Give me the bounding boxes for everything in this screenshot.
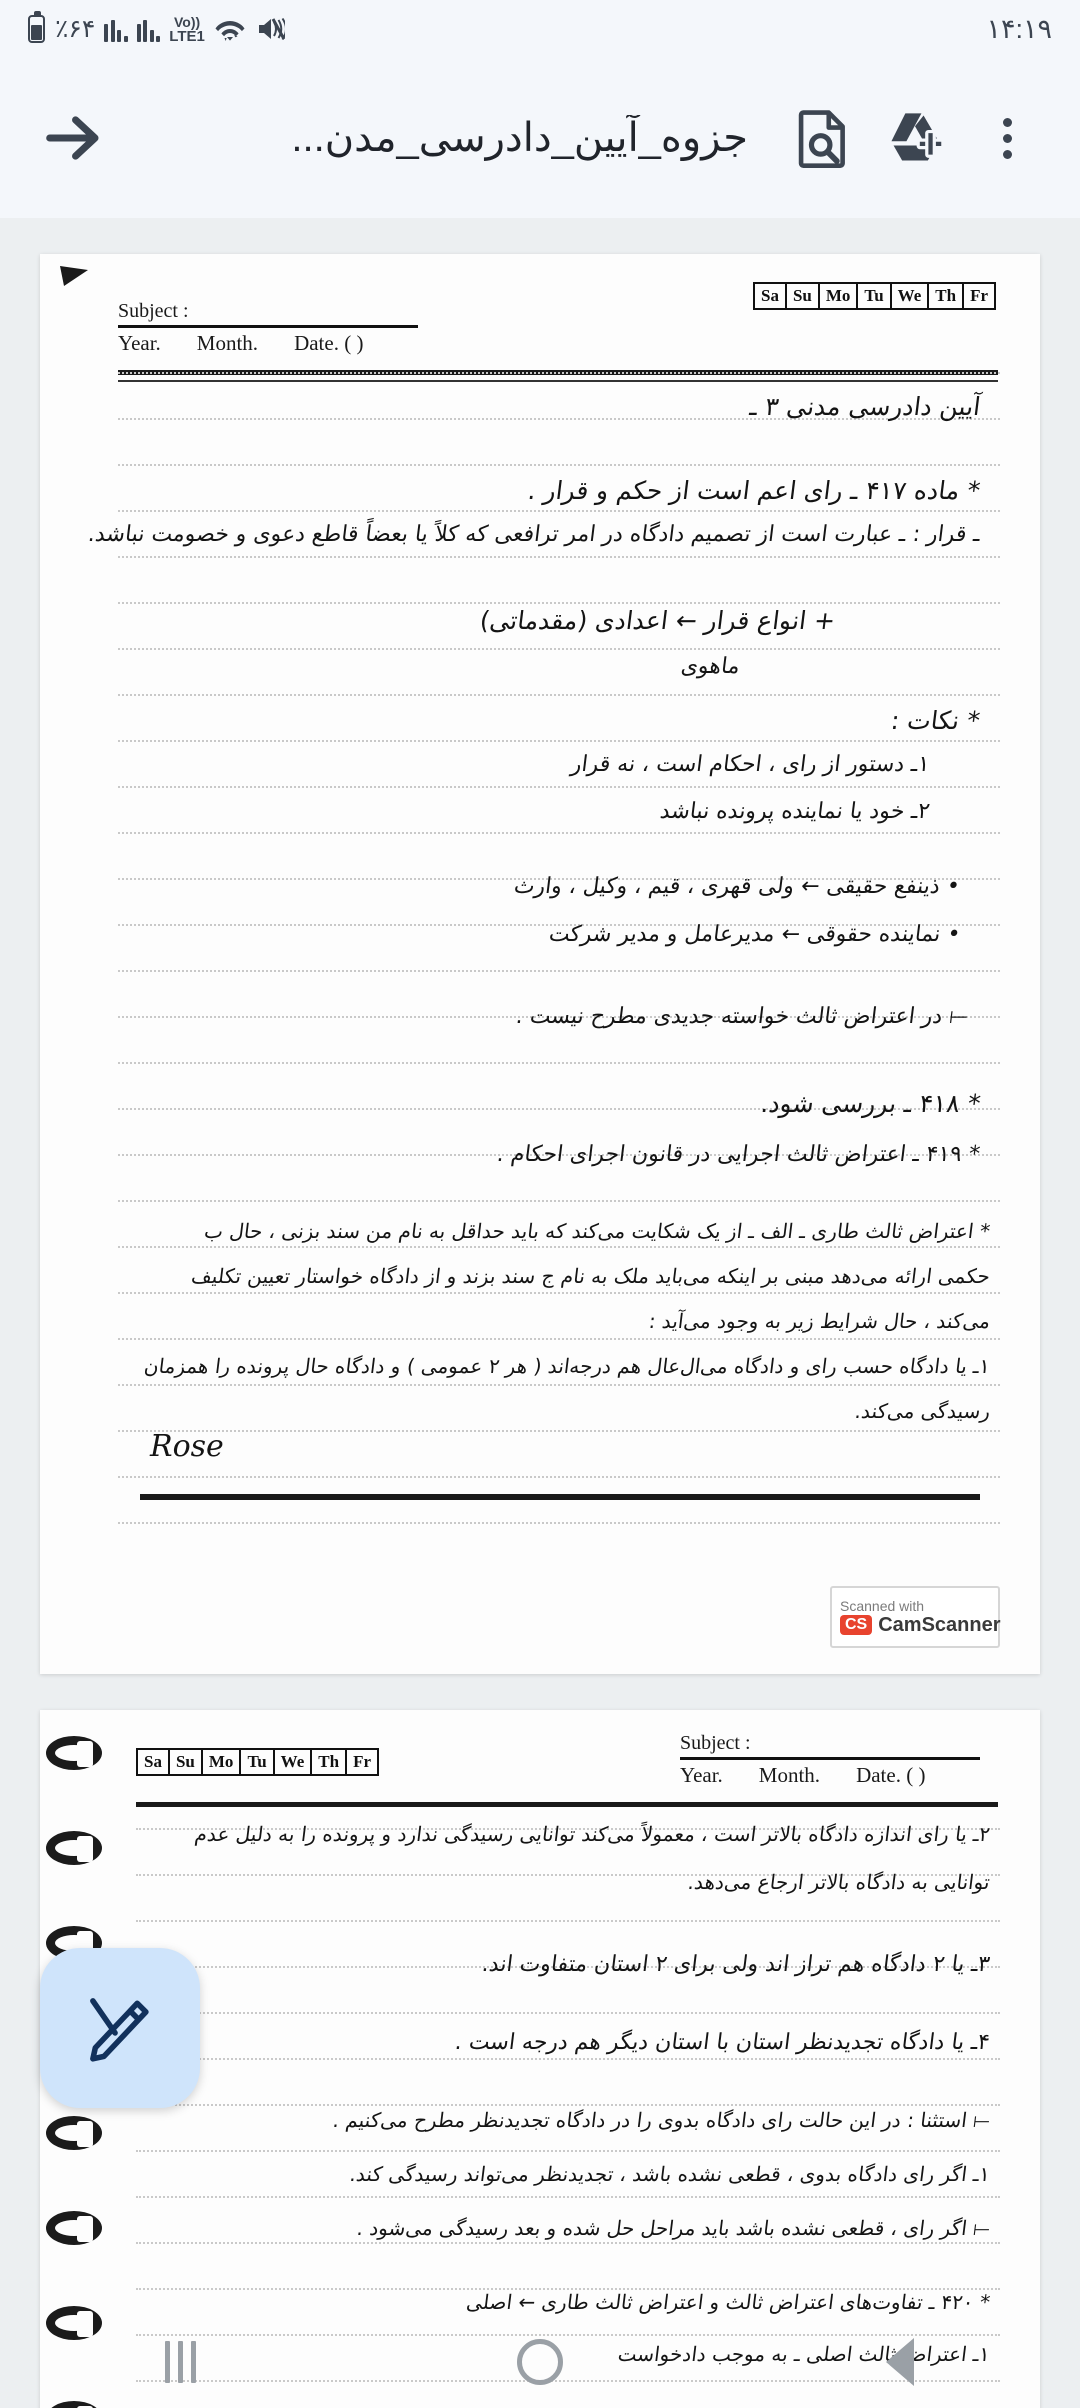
- camscanner-logo-icon: CS: [840, 1615, 872, 1635]
- date-label: Date. ( ): [294, 331, 364, 355]
- day-sa: Sa: [755, 284, 787, 308]
- page-title: جزوه_آیین_دادرسی_مدن...: [291, 116, 748, 160]
- signal-bars-icon-2: [137, 16, 161, 42]
- hw-line: ۱ـ یا دادگاه حسب رای و دادگاه می‌ال‌عال هم درجه‌اند ( هر ۲ عمومی ) و دادگاه حال پرونده را همزمان: [142, 1354, 992, 1378]
- ruled-line: [136, 2104, 1000, 2106]
- hw-line: • ذینفع حقیقی ← ولی قهری ، قیم ، وکیل ، وارث: [512, 874, 962, 899]
- ruled-line: [118, 1292, 1000, 1294]
- ruled-line: [118, 602, 1000, 604]
- hw-line: ماهوی: [679, 654, 742, 679]
- home-button[interactable]: [465, 2316, 615, 2408]
- bottom-rule: [140, 1494, 980, 1500]
- ruled-line: [118, 1522, 1000, 1524]
- mute-icon: [255, 16, 285, 42]
- home-icon: [517, 2339, 563, 2385]
- hw-line: ⟞ استثنا : در این حالت رای دادگاه بدوی را در دادگاه تجدیدنظر مطرح می‌کنیم .: [331, 2108, 992, 2132]
- spiral-ring: [46, 2211, 102, 2245]
- status-bar-left-icons: [28, 14, 285, 44]
- day-fr: Fr: [970, 286, 988, 305]
- day-mo: Mo: [820, 284, 859, 308]
- ruled-line: [118, 694, 1000, 696]
- hw-line: ۴ـ یا دادگاه تجدیدنظر استان با استان دیگر هم درجه است .: [453, 2030, 992, 2055]
- watermark-brand-row: [840, 1613, 1001, 1637]
- watermark-top-label: Scanned with: [840, 1597, 925, 1614]
- day-we: We: [275, 1750, 313, 1774]
- hw-line: * ماده ۴۱۷ ـ رای اعم است از حکم و قرار .: [526, 476, 982, 505]
- hw-line: ـ قرار : ـ عبارت است از تصمیم دادگاه در امر ترافعی که کلاً یا بعضاً قاطع دعوی و خصومت نباشد.: [86, 522, 982, 547]
- status-bar-right: [986, 14, 1052, 45]
- recents-button[interactable]: [105, 2316, 255, 2408]
- battery-icon: [28, 15, 45, 43]
- back-triangle-icon: [886, 2338, 914, 2386]
- month-label: Month.: [758, 1763, 821, 1787]
- day-tu: Tu: [241, 1750, 274, 1774]
- volte-label: Vo)): [173, 13, 201, 30]
- edit-document-fab[interactable]: [40, 1948, 200, 2108]
- hw-line: ۱ـ اگر رای دادگاه بدوی ، قطعی نشده باشد ، تجدیدنظر می‌تواند رسیدگی کند.: [348, 2162, 992, 2186]
- ruled-line: [118, 510, 1000, 512]
- hw-line: می‌کند ، حال شرایط زیر به وجود می‌آید :: [647, 1309, 992, 1333]
- subject-header: [680, 1732, 980, 1788]
- ruled-line: [118, 970, 1000, 972]
- hw-line: ⟞ در اعتراض ثالث خواسته جدیدی مطرح نیست .: [514, 1004, 970, 1029]
- day-we: We: [892, 284, 930, 308]
- month-label: Month.: [196, 331, 259, 355]
- edit-pencil-icon: [83, 1991, 157, 2065]
- ruled-line: [118, 1062, 1000, 1064]
- volte-icon: [169, 15, 205, 44]
- system-navigation-bar: [0, 2316, 1080, 2408]
- hw-line: آیین دادرسی مدنی ۳ ـ: [747, 392, 982, 421]
- ruled-line: [136, 2242, 1000, 2244]
- hw-line: ۲ـ یا رای اندازه دادگاه بالاتر است ، معمولاً می‌کند توانایی رسیدگی ندارد و پرونده را به دلیل عدم: [193, 1822, 992, 1846]
- year-label: Year.: [680, 1763, 723, 1787]
- header-thick-rule: [136, 1802, 998, 1807]
- recents-icon: [165, 2341, 196, 2383]
- ruled-line: [136, 2196, 1000, 2198]
- day-of-week-boxes: [753, 282, 996, 310]
- day-fr: Fr: [353, 1752, 372, 1771]
- ruled-line: [118, 648, 1000, 650]
- ruled-line: [118, 1476, 1000, 1478]
- hw-line: * ۴۱۹ ـ اعتراض ثالث اجرایی در قانون اجرای احکام .: [495, 1142, 982, 1167]
- hw-line: * ۴۲۰ ـ تفاوت‌های اعتراض ثالث و اعتراض ثالث طاری ← اصلی: [464, 2290, 992, 2314]
- status-bar: [0, 0, 1080, 58]
- arrow-back-icon[interactable]: [30, 95, 116, 181]
- document-page-1[interactable]: [40, 254, 1040, 1674]
- ruled-line: [136, 1920, 1000, 1922]
- hw-line: * نکات :: [889, 706, 982, 735]
- wifi-icon: [214, 15, 246, 43]
- hw-line: ⟞ اگر رای ، قطعی نشده باشد باید مراحل حل شده و بعد رسیدگی می‌شود .: [355, 2216, 992, 2240]
- year-label: Year.: [118, 331, 161, 355]
- document-search-icon[interactable]: [780, 95, 866, 181]
- hw-line: • نماینده حقوقی ← مدیرعامل و مدیر شرکت: [547, 922, 962, 947]
- hw-line: رسیدگی می‌کند.: [853, 1399, 992, 1423]
- camscanner-watermark: [830, 1586, 1000, 1648]
- hw-line: ۱ـ دستور از رای ، احکام است ، نه قرار: [569, 752, 932, 777]
- hw-line: ۱ـ اعتراض ثالث اصلی ـ به موجب دادخواست: [616, 2342, 992, 2366]
- back-button[interactable]: [825, 2316, 975, 2408]
- overflow-menu-icon[interactable]: [964, 95, 1050, 181]
- overflow-dots: [1003, 118, 1012, 159]
- ruled-line: [118, 1338, 1000, 1340]
- ruled-line: [136, 2058, 1000, 2060]
- day-su: Su: [170, 1750, 203, 1774]
- drive-add-icon[interactable]: [872, 95, 958, 181]
- ruled-line: [118, 556, 1000, 558]
- app-toolbar: [0, 58, 1080, 218]
- day-su: Su: [787, 284, 820, 308]
- day-th: Th: [312, 1750, 347, 1774]
- corner-mark-icon: [58, 264, 92, 294]
- hw-line: توانایی به دادگاه بالاتر ارجاع می‌دهد.: [686, 1870, 992, 1894]
- signal-bars-icon: [104, 16, 128, 42]
- ruled-line: [118, 1246, 1000, 1248]
- subject-label: Subject :: [118, 300, 189, 322]
- ruled-line: [118, 1200, 1000, 1202]
- spiral-ring: [46, 1736, 102, 1770]
- ruled-line: [118, 832, 1000, 834]
- battery-percent-label: ٪۶۴: [55, 15, 96, 43]
- watermark-name-label: CamScanner: [878, 1613, 1001, 1636]
- day-of-week-boxes: [136, 1748, 379, 1776]
- clock-label: ۱۴:۱۹: [986, 13, 1052, 44]
- date-label: Date. ( ): [856, 1763, 926, 1787]
- signature-doodle: Rose: [150, 1429, 224, 1464]
- hw-line: * ۴۱۸ ـ بررسی شود.: [758, 1089, 982, 1118]
- ruled-line: [118, 786, 1000, 788]
- hw-line: ۲ـ خود یا نماینده پرونده نباشد: [658, 799, 932, 824]
- day-sa: Sa: [138, 1750, 170, 1774]
- ruled-line: [136, 2150, 1000, 2152]
- date-fields: [680, 1760, 980, 1788]
- subject-label: Subject :: [680, 1732, 751, 1754]
- hw-line: + انواع قرار ← اعدادی (مقدماتی): [478, 606, 837, 635]
- ruled-line: [118, 372, 1000, 374]
- day-tu: Tu: [858, 284, 891, 308]
- network-label: LTE1: [169, 27, 205, 45]
- ruled-line: [118, 464, 1000, 466]
- hw-line: * اعتراض ثالث طاری ـ الف ـ از یک شکایت می‌کند که باید حداقل به نام من سند بزنی ، حال ب: [202, 1219, 992, 1243]
- ruled-line: [118, 740, 1000, 742]
- ruled-line: [118, 1430, 1000, 1432]
- hw-line: حکمی ارائه می‌دهد مبنی بر اینکه می‌باید ملک به نام ج سند بزند و از دادگاه خواستار تعیین تکلیف: [189, 1264, 992, 1288]
- hw-line: ۳ـ یا ۲ دادگاه هم تراز اند ولی برای ۲ استان متفاوت اند.: [480, 1952, 992, 1977]
- date-fields: [118, 328, 418, 356]
- ruled-line: [118, 1384, 1000, 1386]
- day-th: Th: [929, 284, 964, 308]
- spiral-ring: [46, 1831, 102, 1865]
- spiral-ring: [46, 2116, 102, 2150]
- day-mo: Mo: [203, 1750, 242, 1774]
- subject-header: [118, 300, 418, 356]
- ruled-line: [136, 2012, 1000, 2014]
